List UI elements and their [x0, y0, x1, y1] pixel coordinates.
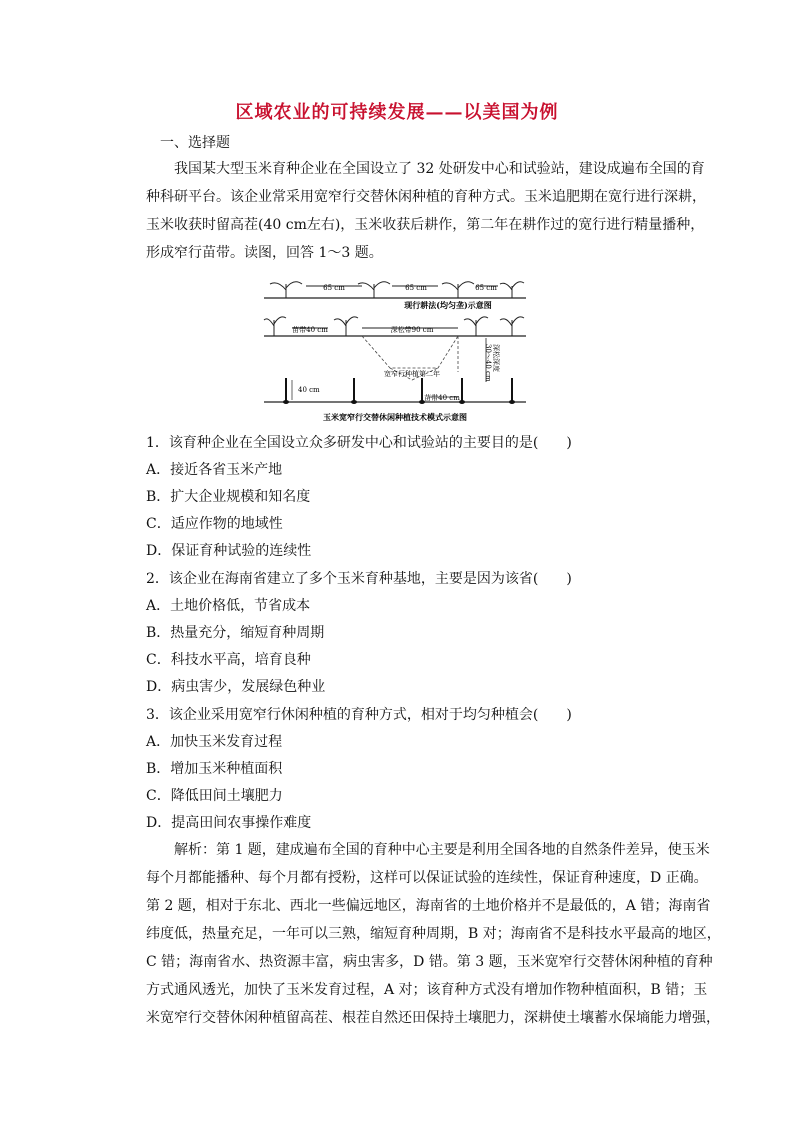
question-option: C．科技水平高，培育良种	[146, 652, 311, 668]
figure-caption: 玉米宽窄行交替休闲种植技术模式示意图	[323, 412, 467, 422]
analysis-line: 纬度低，热量充足，一年可以三熟，缩短育种周期，B 对；海南省不是科技水平最高的地区，	[146, 926, 721, 942]
question-option: D．病虫害少，发展绿色种业	[146, 679, 326, 695]
question-option: A．接近各省玉米产地	[146, 462, 283, 478]
analysis-line: 方式通风透光，加快了玉米发育过程，A 对；该育种方式没有增加作物种植面积，B 错；玉	[146, 982, 708, 998]
top-label-65b: 65 cm	[405, 284, 427, 292]
question-option: D．保证育种试验的连续性	[146, 543, 312, 559]
analysis-line: C 错；海南省水、热资源丰富，病虫害多，D 错。第 3 题，玉米宽窄行交替休闲种植的育种	[146, 954, 713, 970]
depth-label: 深松深度	[492, 344, 500, 372]
top-label-65c: 65 cm	[475, 284, 497, 292]
bottom-label-seed: 苗带40 cm	[424, 394, 460, 402]
intro-line: 种科研平台。该企业常采用宽窄行交替休闲种植的育种方式。玉米追肥期在宽行进行深耕，	[146, 189, 706, 205]
question-option: D．提高田间农事操作难度	[146, 815, 312, 831]
question-option: B．扩大企业规模和知名度	[146, 489, 311, 505]
mid-label-seed: 苗带40 cm	[292, 326, 328, 334]
intro-line: 玉米收获时留高茬(40 cm左右)，玉米收获后耕作，第二年在耕作过的宽行进行精量播种，	[146, 217, 705, 233]
top-caption: 现行耕法(均匀垄)示意图	[404, 300, 492, 310]
question-option: C．适应作物的地域性	[146, 516, 283, 532]
intro-line: 我国某大型玉米育种企业在全国设立了 32 处研发中心和试验站，建设成遍布全国的育	[174, 161, 705, 177]
analysis-line: 每个月都能播种、每个月都有授粉，这样可以保证试验的连续性，保证育种速度，D 正确。	[146, 870, 708, 886]
analysis-line: 第 2 题，相对于东北、西北一些偏远地区，海南省的土地价格并不是最低的，A 错；海南省	[146, 898, 711, 914]
question-stem: 2．该企业在海南省建立了多个玉米育种基地，主要是因为该省( )	[146, 571, 572, 587]
intro-line: 形成窄行苗带。读图，回答 1～3 题。	[146, 245, 383, 261]
depth-value: 30～40 cm	[484, 344, 492, 382]
alt-label: 宽窄行种植第二年	[384, 370, 440, 378]
stub-label: 40 cm	[298, 386, 320, 394]
question-stem: 1．该育种企业在全国设立众多研发中心和试验站的主要目的是( )	[146, 435, 572, 451]
section-heading: 一、选择题	[160, 135, 230, 151]
question-option: B．热量充分，缩短育种周期	[146, 625, 325, 641]
question-option: B．增加玉米种植面积	[146, 761, 283, 777]
planting-diagram	[262, 272, 528, 426]
mid-label-deep: 深松带90 cm	[390, 326, 434, 334]
analysis-line: 解析：第 1 题，建成遍布全国的育种中心主要是利用全国各地的自然条件差异，使玉米	[174, 842, 710, 858]
question-option: C．降低田间土壤肥力	[146, 788, 283, 804]
page-title: 区域农业的可持续发展——以美国为例	[235, 102, 559, 123]
top-label-65a: 65 cm	[323, 284, 345, 292]
analysis-line: 米宽窄行交替休闲种植留高茬、根茬自然还田保持土壤肥力，深耕使土壤蓄水保墒能力增强，	[146, 1010, 720, 1026]
question-option: A．土地价格低，节省成本	[146, 598, 311, 614]
question-stem: 3．该企业采用宽窄行休闲种植的育种方式，相对于均匀种植会( )	[146, 707, 572, 723]
question-option: A．加快玉米发育过程	[146, 734, 283, 750]
